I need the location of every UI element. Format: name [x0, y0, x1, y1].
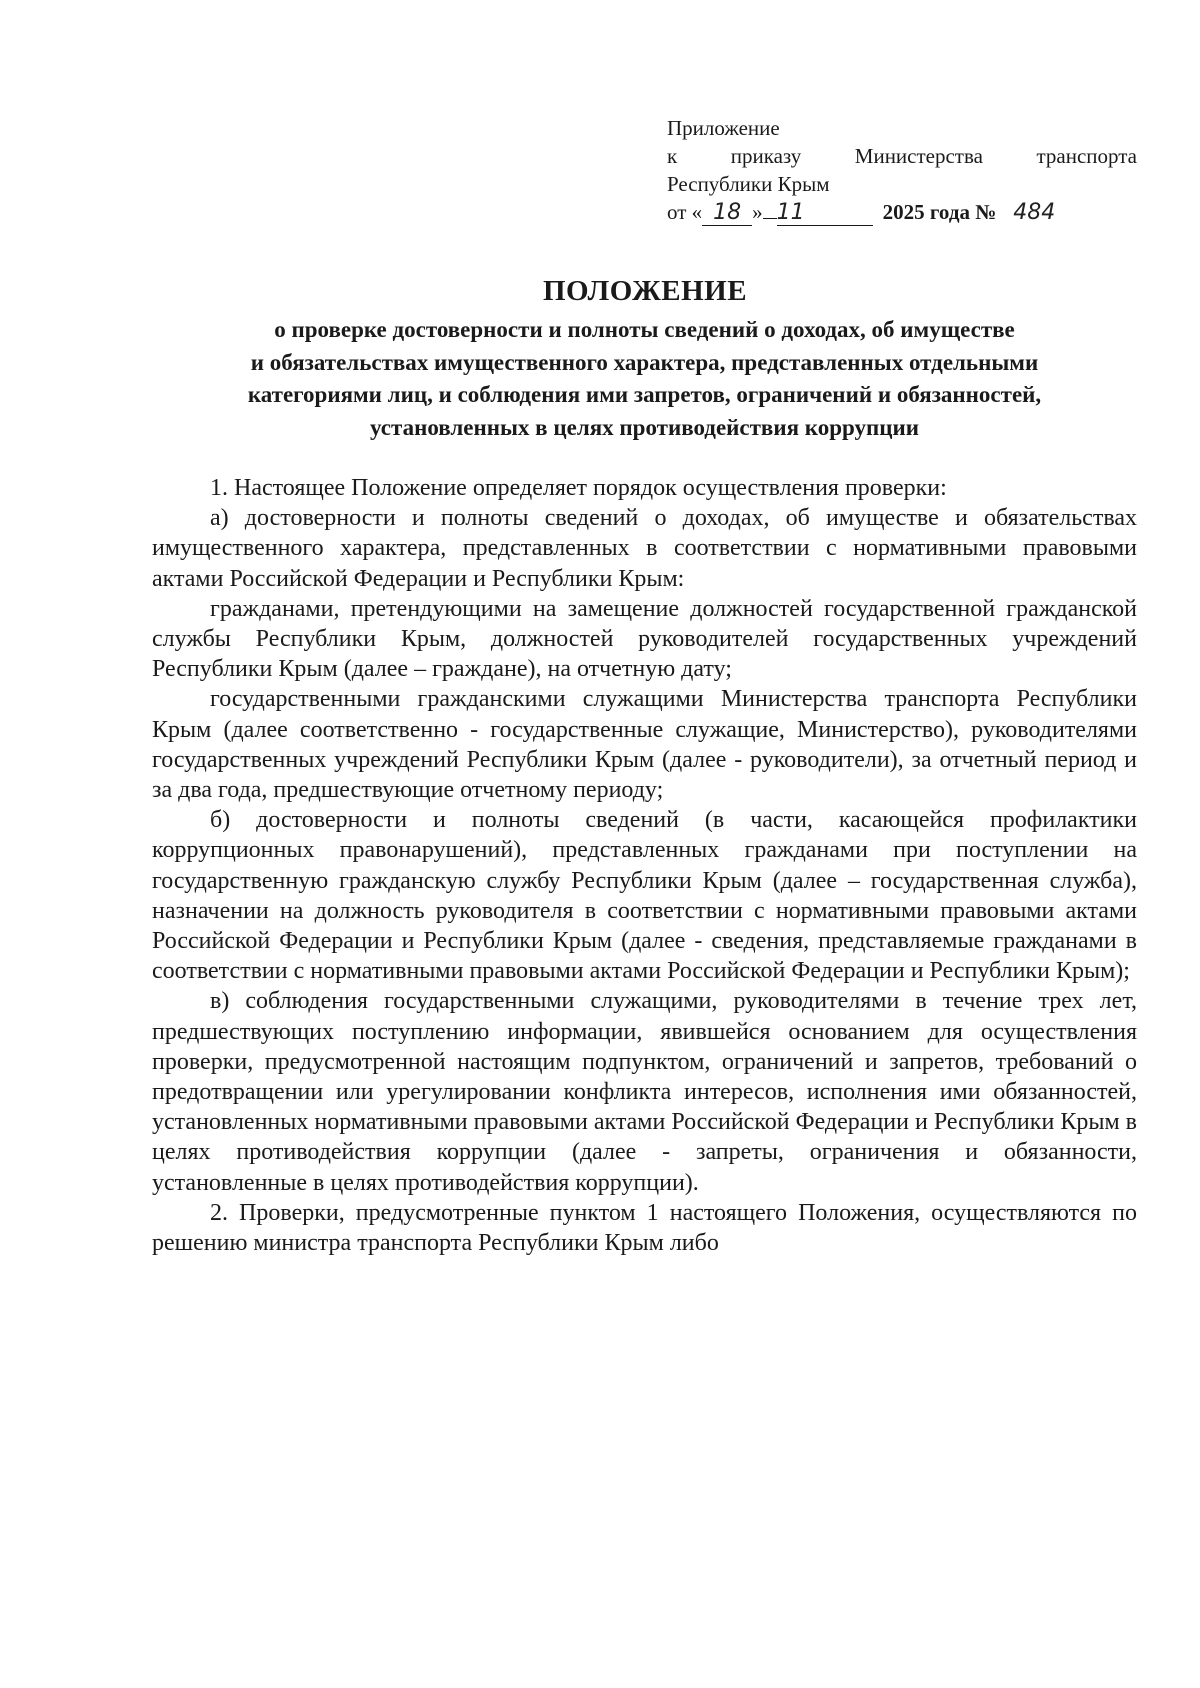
date-year: 2025 года № — [882, 200, 997, 224]
paragraph: б) достоверности и полноты сведений (в части, касающейся профилактики коррупционных правонарушений), представленных гражданами при поступлении на государственную гражданскую службу Республики Крым (далее – государственная служба), назначении на должность руководителя в соответствии с нормативными правовыми актами Российской Федерации и Республики Крым (далее - сведения, представляемые гражданами в соответствии с нормативными правовыми актами Российской Федерации и Республики Крым); — [152, 807, 1137, 985]
paragraph: в) соблюдения государственными служащими, руководителями в течение трех лет, предшествующих поступлению информации, явившейся основанием для осуществления проверки, предусмотренной настоящим подпунктом, ограничений и запретов, требований о предотвращении или урегулировании конфликта интересов, исполнения ими обязанностей, установленных нормативными правовыми актами Российской Федерации и Республики Крым в целях противодействия коррупции (далее - запреты, ограничения и обязанности, установленные в целях противодействия коррупции). — [152, 988, 1137, 1196]
appendix-block — [667, 114, 1137, 226]
appendix-region: Республики Крым — [667, 172, 830, 196]
appendix-order-ref: к приказу Министерства транспорта — [667, 144, 1137, 168]
appendix-label: Приложение — [667, 116, 780, 140]
date-blank — [763, 218, 777, 219]
document-body — [152, 473, 1137, 1258]
paragraph: государственными гражданскими служащими Министерства транспорта Республики Крым (далее соответственно - государственные служащие, Министерство), руководителями государственных учреждений Республики Крым (далее - руководители), за отчетный период и за два года, предшествующие отчетному периоду; — [152, 686, 1137, 804]
paragraph: 1. Настоящее Положение определяет порядок осуществления проверки: — [210, 475, 947, 501]
handwritten-month: 11 — [777, 201, 873, 226]
subtitle-line: о проверке достоверности и полноты сведений о доходах, об имуществе — [274, 317, 1015, 342]
subtitle-line: категориями лиц, и соблюдения ими запретов, ограничений и обязанностей, — [247, 382, 1042, 407]
document-title: ПОЛОЖЕНИЕ — [542, 275, 748, 307]
paragraph: гражданами, претендующими на замещение должностей государственной гражданской службы Республики Крым, должностей руководителей государственных учреждений Республики Крым (далее – граждане), на отчетную дату; — [152, 595, 1137, 683]
appendix-date-line: от « 18 » 11 2025 года № 484 — [667, 198, 1137, 226]
subtitle-line: установленных в целях противодействия коррупции — [369, 414, 920, 440]
handwritten-order-number: 484 — [1013, 200, 1056, 225]
document-subtitle — [152, 314, 1137, 444]
paragraph: 2. Проверки, предусмотренные пунктом 1 настоящего Положения, осуществляются по решению министра транспорта Республики Крым либо — [152, 1199, 1137, 1257]
paragraph: а) достоверности и полноты сведений о доходах, об имуществе и обязательствах имущественного характера, представленных в соответствии с нормативными правовыми актами Российской Федерации и Республики Крым: — [152, 505, 1137, 592]
subtitle-line: и обязательствах имущественного характера, представленных отдельными — [250, 349, 1039, 375]
handwritten-day: 18 — [702, 201, 752, 226]
